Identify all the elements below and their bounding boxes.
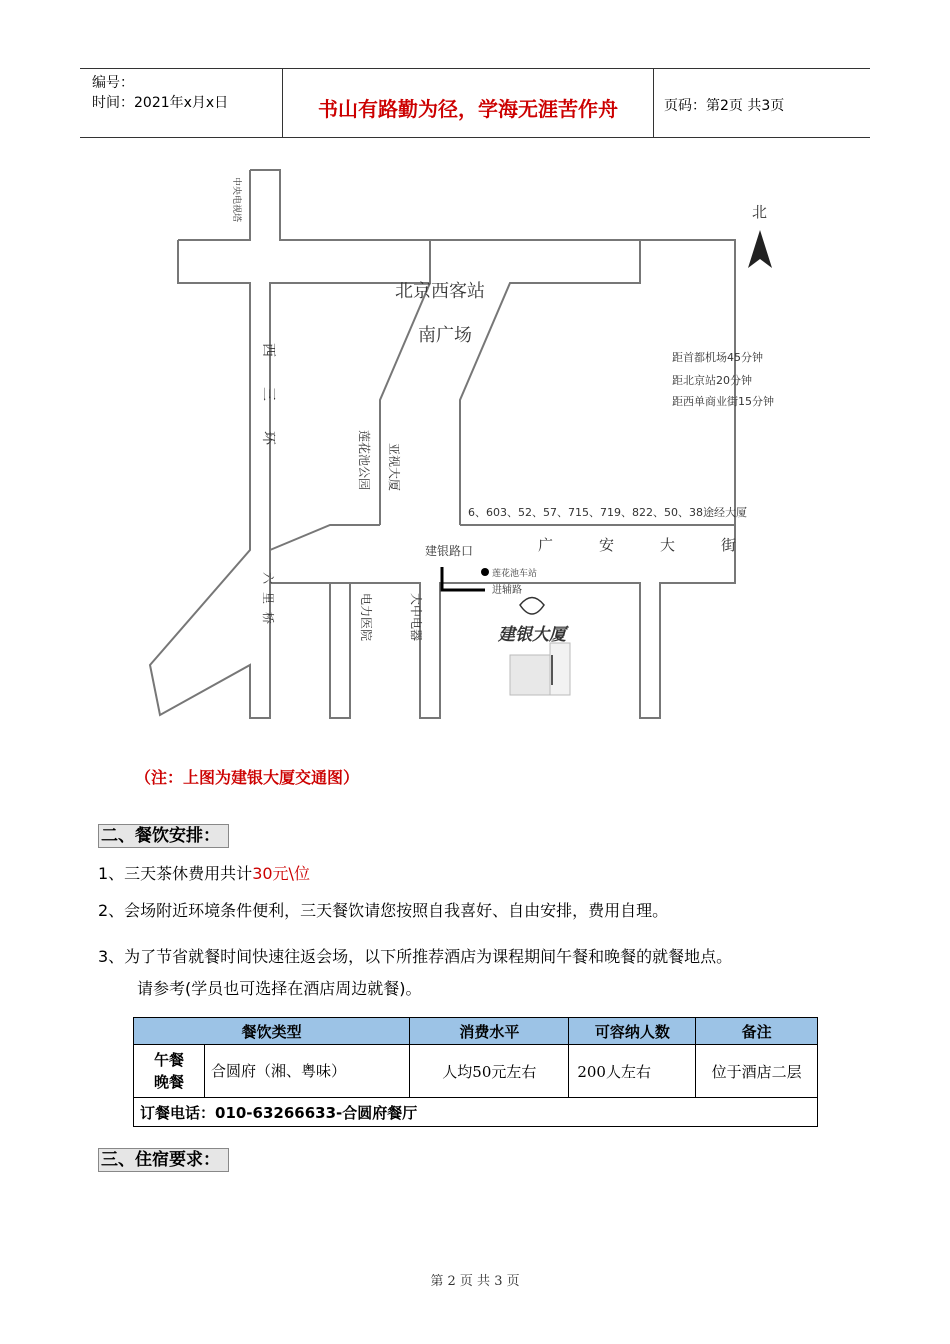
table-header-capacity: 可容纳人数 (569, 1018, 696, 1045)
table-header-type: 餐饮类型 (134, 1018, 410, 1045)
transport-map (140, 165, 840, 725)
label-building: 建银大厦 (498, 625, 566, 645)
table-row (134, 1045, 818, 1098)
venue-cell: 合圆府（湘、粤味） (205, 1045, 410, 1098)
code-label: 编号： (92, 75, 134, 91)
label-west-ring: 西三环 (260, 343, 276, 475)
table-header-remark: 备注 (696, 1018, 818, 1045)
label-dazhong: 大中电器 (409, 593, 423, 642)
map-drawing (140, 165, 840, 725)
entrance-arrow (442, 567, 485, 590)
label-asia-building: 亚视大厦 (387, 443, 401, 492)
section-title-meals: 二、餐饮安排： (98, 824, 229, 848)
label-tower: 中央电视塔 (231, 177, 241, 223)
north-arrow-icon (748, 230, 772, 268)
table-header-row (134, 1018, 818, 1045)
restaurant-table (133, 1017, 818, 1127)
capacity-cell: 200人左右 (569, 1045, 696, 1098)
label-dist-airport: 距首都机场45分钟 (672, 351, 763, 364)
stop-dot (481, 568, 489, 576)
meal-item-1-price: 30元\位 (252, 864, 310, 883)
label-hospital: 电力医院 (359, 593, 373, 642)
page-footer: 第 2 页 共 3 页 (430, 1274, 520, 1289)
meal-item-1 (98, 863, 310, 885)
remark-cell: 位于酒店二层 (696, 1045, 818, 1098)
label-jianyin-road: 建银路口 (425, 544, 474, 558)
header-motto: 书山有路勤为径，学海无涯苦作舟 (282, 69, 654, 137)
meal-item-1-text: 1、三天茶休费用共计 (98, 864, 253, 883)
level-cell: 人均50元左右 (410, 1045, 569, 1098)
label-plaza: 南广场 (418, 325, 472, 346)
meal-type-cell (134, 1045, 205, 1098)
header-page: 页码：第2页 共3页 (664, 98, 785, 114)
road-west-ring (250, 170, 430, 595)
label-park: 莲花池公园 (357, 430, 371, 491)
label-bus-lines: 6、603、52、57、715、719、822、50、38途经大厦 (468, 506, 747, 519)
logo-icon (520, 598, 544, 615)
label-guangan-street: 广安大街 (538, 536, 783, 554)
booking-phone: 订餐电话：010-63266633-合圆府餐厅 (134, 1098, 818, 1127)
section-title-lodging: 三、住宿要求： (98, 1148, 229, 1172)
road-south (330, 583, 350, 718)
label-aux-road: 进辅路 (492, 585, 522, 596)
building-icon (510, 643, 570, 695)
label-dist-beijing-station: 距北京站20分钟 (672, 374, 752, 387)
header-meta (80, 69, 282, 137)
label-lianhua-stop: 莲花池车站 (492, 569, 538, 579)
meal-type-lunch: 午餐 (153, 1051, 184, 1069)
page-header (80, 68, 870, 138)
table-header-level: 消费水平 (410, 1018, 569, 1045)
table-footer-row (134, 1098, 818, 1127)
road-liuli (150, 240, 270, 718)
label-liuli-bridge: 六里桥 (261, 572, 275, 633)
label-north: 北 (752, 203, 768, 221)
road-guangan-west (270, 525, 380, 550)
label-station: 北京西客站 (395, 281, 485, 302)
map-note: （注：上图为建银大厦交通图） (135, 768, 360, 787)
meal-item-3-line2: 请参考(学员也可选择在酒店周边就餐)。 (137, 979, 422, 998)
meal-item-3-line1: 3、为了节省就餐时间快速往返会场，以下所推荐酒店为课程期间午餐和晚餐的就餐地点。 (98, 947, 733, 966)
meal-item-2: 2、会场附近环境条件便利，三天餐饮请您按照自我喜好、自由安排，费用自理。 (98, 901, 669, 920)
time-label: 时间：2021年x月x日 (92, 95, 229, 111)
meal-type-dinner: 晚餐 (153, 1073, 184, 1091)
label-dist-xidan: 距西单商业街15分钟 (672, 395, 774, 408)
